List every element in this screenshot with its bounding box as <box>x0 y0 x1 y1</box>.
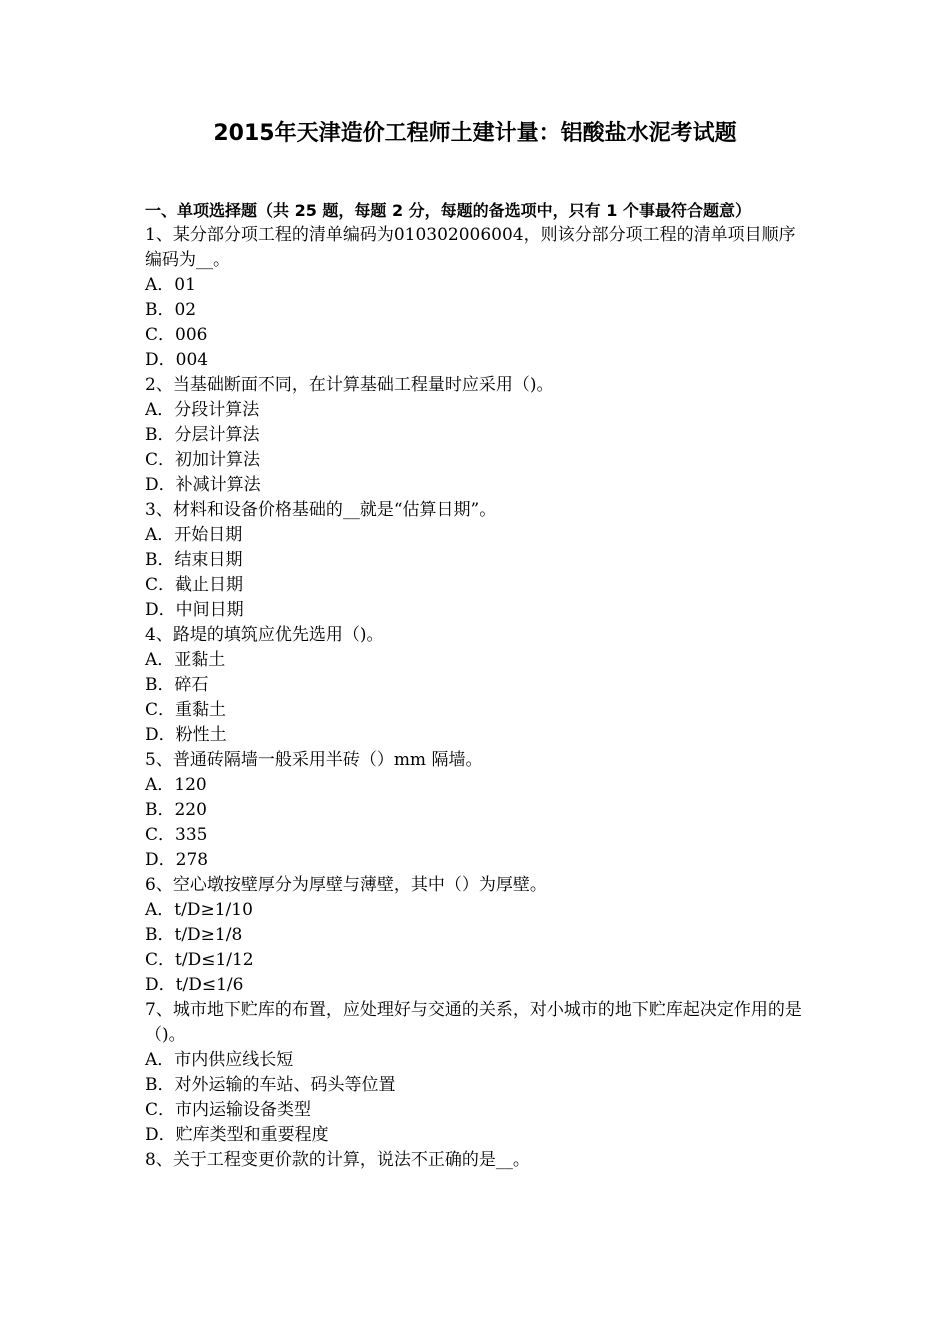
option-a: A．120 <box>145 775 207 795</box>
option-d: D．中间日期 <box>145 600 244 620</box>
question-2 <box>145 373 810 498</box>
question-stem: 2、当基础断面不同，在计算基础工程量时应采用（)。 <box>145 375 554 395</box>
option-b: B．对外运输的车站、码头等位置 <box>145 1075 396 1095</box>
option-a: A．开始日期 <box>145 525 243 545</box>
option-b: B．碎石 <box>145 675 209 695</box>
question-8 <box>145 1148 810 1173</box>
question-stem: 6、空心墩按壁厚分为厚壁与薄壁，其中（）为厚壁。 <box>145 875 547 895</box>
question-stem: 5、普通砖隔墙一般采用半砖（）mm 隔墙。 <box>145 750 483 770</box>
option-c: C．市内运输设备类型 <box>145 1100 312 1120</box>
option-d: D．t/D≤1/6 <box>145 975 244 995</box>
option-c: C．t/D≤1/12 <box>145 950 254 970</box>
option-a: A．01 <box>145 275 196 295</box>
option-b: B．结束日期 <box>145 550 243 570</box>
question-4 <box>145 623 810 748</box>
option-c: C．335 <box>145 825 208 845</box>
option-b: B．220 <box>145 800 207 820</box>
document-title: 2015年天津造价工程师土建计量：铝酸盐水泥考试题 <box>213 121 737 146</box>
option-d: D．贮库类型和重要程度 <box>145 1125 329 1145</box>
option-c: C．截止日期 <box>145 575 244 595</box>
option-c: C．初加计算法 <box>145 450 261 470</box>
option-d: D．278 <box>145 850 209 870</box>
option-b: B．t/D≥1/8 <box>145 925 243 945</box>
section-heading: 一、单项选择题（共 25 题，每题 2 分，每题的备选项中，只有 1 个事最符合题意） <box>145 201 751 220</box>
question-5 <box>145 748 810 873</box>
option-a: A．分段计算法 <box>145 400 260 420</box>
option-b: B．02 <box>145 300 197 320</box>
question-stem: 1、某分部分项工程的清单编码为010302006004，则该分部分项工程的清单项目顺序编码为__。 <box>145 225 796 270</box>
question-1 <box>145 223 810 373</box>
question-stem: 3、材料和设备价格基础的__就是“估算日期”。 <box>145 500 497 520</box>
option-d: D．粉性土 <box>145 725 227 745</box>
question-stem: 7、城市地下贮库的布置，应处理好与交通的关系，对小城市的地下贮库起决定作用的是（)。 <box>145 1000 802 1045</box>
option-a: A．t/D≥1/10 <box>145 900 253 920</box>
document-body <box>145 198 810 1173</box>
question-7 <box>145 998 810 1148</box>
option-d: D．004 <box>145 350 209 370</box>
option-c: C．006 <box>145 325 208 345</box>
question-stem: 8、关于工程变更价款的计算，说法不正确的是__。 <box>145 1150 530 1170</box>
option-b: B．分层计算法 <box>145 425 260 445</box>
question-3 <box>145 498 810 623</box>
option-d: D．补减计算法 <box>145 475 261 495</box>
question-6 <box>145 873 810 998</box>
question-stem: 4、路堤的填筑应优先选用（)。 <box>145 625 384 645</box>
option-c: C．重黏土 <box>145 700 227 720</box>
option-a: A．亚黏土 <box>145 650 226 670</box>
option-a: A．市内供应线长短 <box>145 1050 294 1070</box>
